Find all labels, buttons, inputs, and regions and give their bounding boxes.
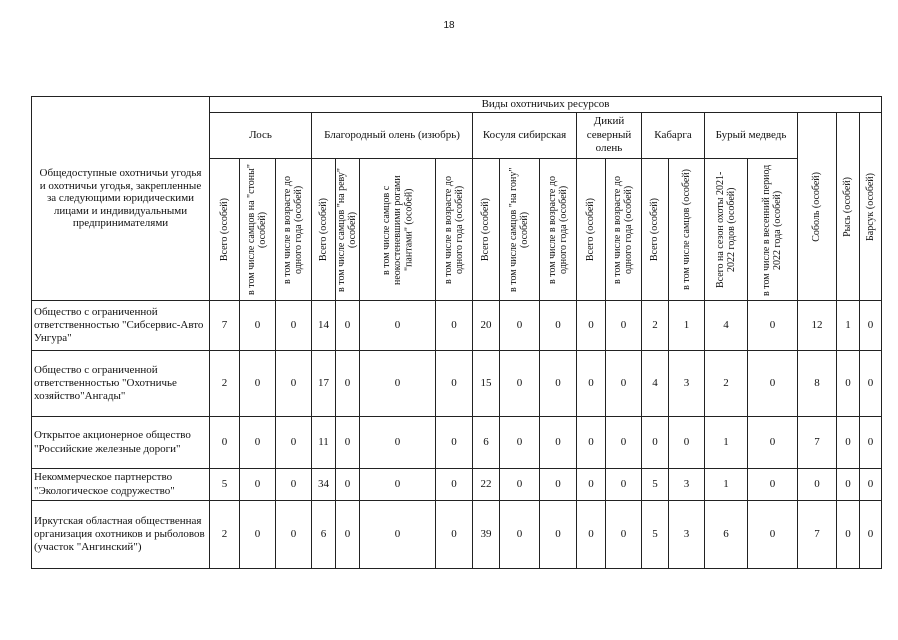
value-cell: 8 <box>798 351 837 417</box>
value-cell: 5 <box>210 469 240 501</box>
value-cell: 0 <box>436 351 473 417</box>
column-header: в том числе в возрасте до одного года (особей) <box>540 159 577 301</box>
organization-name: Общество с ограниченной ответственностью "Охотничье хозяйство"Ангады" <box>32 351 210 417</box>
value-cell: 0 <box>500 417 540 469</box>
value-cell: 0 <box>240 301 276 351</box>
value-cell: 0 <box>276 501 312 569</box>
value-cell: 0 <box>540 417 577 469</box>
value-cell: 0 <box>336 469 360 501</box>
value-cell: 0 <box>837 351 860 417</box>
group-header: Благородный олень (изюбрь) <box>312 113 473 159</box>
value-cell: 0 <box>837 469 860 501</box>
value-cell: 39 <box>473 501 500 569</box>
group-header: Бурый медведь <box>705 113 798 159</box>
value-cell: 0 <box>837 501 860 569</box>
value-cell: 0 <box>540 351 577 417</box>
column-header: в том числе самцов с неокостеневшими рогами "пантами" (особей) <box>360 159 436 301</box>
value-cell: 0 <box>360 417 436 469</box>
value-cell: 0 <box>360 351 436 417</box>
value-cell: 0 <box>577 501 606 569</box>
value-cell: 0 <box>276 351 312 417</box>
value-cell: 0 <box>500 301 540 351</box>
value-cell: 5 <box>642 501 669 569</box>
group-header: Косуля сибирская <box>473 113 577 159</box>
value-cell: 0 <box>336 501 360 569</box>
value-cell: 0 <box>748 301 798 351</box>
value-cell: 11 <box>312 417 336 469</box>
column-header: Всего (особей) <box>312 159 336 301</box>
value-cell: 7 <box>210 301 240 351</box>
value-cell: 0 <box>860 351 882 417</box>
value-cell: 1 <box>837 301 860 351</box>
organization-name: Общество с ограниченной ответственностью "Сибсервис-Авто Унгура" <box>32 301 210 351</box>
value-cell: 0 <box>500 469 540 501</box>
value-cell: 0 <box>240 351 276 417</box>
column-header: в том числе в весенний период 2022 года (особей) <box>748 159 798 301</box>
value-cell: 0 <box>360 469 436 501</box>
value-cell: 0 <box>860 501 882 569</box>
value-cell: 15 <box>473 351 500 417</box>
table-row <box>32 501 882 569</box>
value-cell: 0 <box>860 469 882 501</box>
column-header: в том числе в возрасте до одного года (особей) <box>276 159 312 301</box>
value-cell: 2 <box>705 351 748 417</box>
value-cell: 0 <box>669 417 705 469</box>
group-header: Кабарга <box>642 113 705 159</box>
column-header: в том числе самцов "на реву" (особей) <box>336 159 360 301</box>
value-cell: 2 <box>642 301 669 351</box>
value-cell: 3 <box>669 501 705 569</box>
value-cell: 2 <box>210 501 240 569</box>
column-header: в том числе в возрасте до одного года (особей) <box>606 159 642 301</box>
group-header: Лось <box>210 113 312 159</box>
value-cell: 0 <box>577 417 606 469</box>
value-cell: 22 <box>473 469 500 501</box>
value-cell: 0 <box>860 417 882 469</box>
main-header: Виды охотничьих ресурсов <box>210 97 882 113</box>
value-cell: 0 <box>748 469 798 501</box>
value-cell: 0 <box>360 301 436 351</box>
value-cell: 20 <box>473 301 500 351</box>
value-cell: 14 <box>312 301 336 351</box>
value-cell: 0 <box>336 417 360 469</box>
value-cell: 0 <box>500 501 540 569</box>
value-cell: 0 <box>606 469 642 501</box>
value-cell: 0 <box>577 351 606 417</box>
value-cell: 34 <box>312 469 336 501</box>
value-cell: 0 <box>837 417 860 469</box>
value-cell: 0 <box>642 417 669 469</box>
value-cell: 0 <box>336 351 360 417</box>
value-cell: 0 <box>500 351 540 417</box>
row-header: Общедоступные охотничьи угодья и охотничьи угодья, закрепленные за следующими юридическими лицами и индивидуальными предпринимателями <box>32 97 210 301</box>
organization-name: Иркутская областная общественная организация охотников и рыболовов (участок "Ангинский") <box>32 501 210 569</box>
value-cell: 17 <box>312 351 336 417</box>
column-header: в том числе самцов (особей) <box>669 159 705 301</box>
value-cell: 0 <box>540 501 577 569</box>
value-cell: 0 <box>606 417 642 469</box>
column-header: Всего (особей) <box>642 159 669 301</box>
value-cell: 0 <box>577 469 606 501</box>
value-cell: 0 <box>436 301 473 351</box>
column-header: Всего на сезон охоты 2021-2022 годов (особей) <box>705 159 748 301</box>
value-cell: 0 <box>240 501 276 569</box>
value-cell: 1 <box>705 417 748 469</box>
column-header: в том числе самцов "на гону" (особей) <box>500 159 540 301</box>
column-header: Всего (особей) <box>473 159 500 301</box>
value-cell: 0 <box>606 301 642 351</box>
table-row <box>32 469 882 501</box>
value-cell: 0 <box>540 301 577 351</box>
value-cell: 7 <box>798 501 837 569</box>
value-cell: 3 <box>669 351 705 417</box>
value-cell: 5 <box>642 469 669 501</box>
table-row <box>32 417 882 469</box>
value-cell: 6 <box>312 501 336 569</box>
value-cell: 0 <box>276 417 312 469</box>
value-cell: 1 <box>669 301 705 351</box>
value-cell: 7 <box>798 417 837 469</box>
column-header: в том числе самцов на "стоны" (особей) <box>240 159 276 301</box>
value-cell: 0 <box>606 501 642 569</box>
value-cell: 0 <box>798 469 837 501</box>
value-cell: 0 <box>436 469 473 501</box>
value-cell: 2 <box>210 351 240 417</box>
value-cell: 0 <box>360 501 436 569</box>
value-cell: 0 <box>748 351 798 417</box>
value-cell: 0 <box>336 301 360 351</box>
value-cell: 3 <box>669 469 705 501</box>
value-cell: 0 <box>577 301 606 351</box>
value-cell: 0 <box>210 417 240 469</box>
column-header: Барсук (особей) <box>860 113 882 301</box>
value-cell: 4 <box>642 351 669 417</box>
column-header: Соболь (особей) <box>798 113 837 301</box>
value-cell: 0 <box>860 301 882 351</box>
value-cell: 0 <box>276 301 312 351</box>
value-cell: 12 <box>798 301 837 351</box>
column-header: Всего (особей) <box>210 159 240 301</box>
group-header: Дикий северный олень <box>577 113 642 159</box>
page-number: 18 <box>443 20 455 31</box>
table-row <box>32 301 882 351</box>
value-cell: 0 <box>240 417 276 469</box>
table-row <box>32 351 882 417</box>
value-cell: 0 <box>276 469 312 501</box>
value-cell: 0 <box>748 417 798 469</box>
column-header: Рысь (особей) <box>837 113 860 301</box>
value-cell: 0 <box>240 469 276 501</box>
value-cell: 4 <box>705 301 748 351</box>
value-cell: 0 <box>606 351 642 417</box>
organization-name: Открытое акционерное общество "Российские железные дороги" <box>32 417 210 469</box>
hunting-quota-table <box>31 96 882 569</box>
value-cell: 6 <box>705 501 748 569</box>
value-cell: 0 <box>540 469 577 501</box>
column-header: Всего (особей) <box>577 159 606 301</box>
organization-name: Некоммерческое партнерство "Экологическое содружество" <box>32 469 210 501</box>
value-cell: 6 <box>473 417 500 469</box>
value-cell: 0 <box>436 501 473 569</box>
value-cell: 0 <box>436 417 473 469</box>
value-cell: 0 <box>748 501 798 569</box>
value-cell: 1 <box>705 469 748 501</box>
column-header: в том числе в возрасте до одного года (особей) <box>436 159 473 301</box>
